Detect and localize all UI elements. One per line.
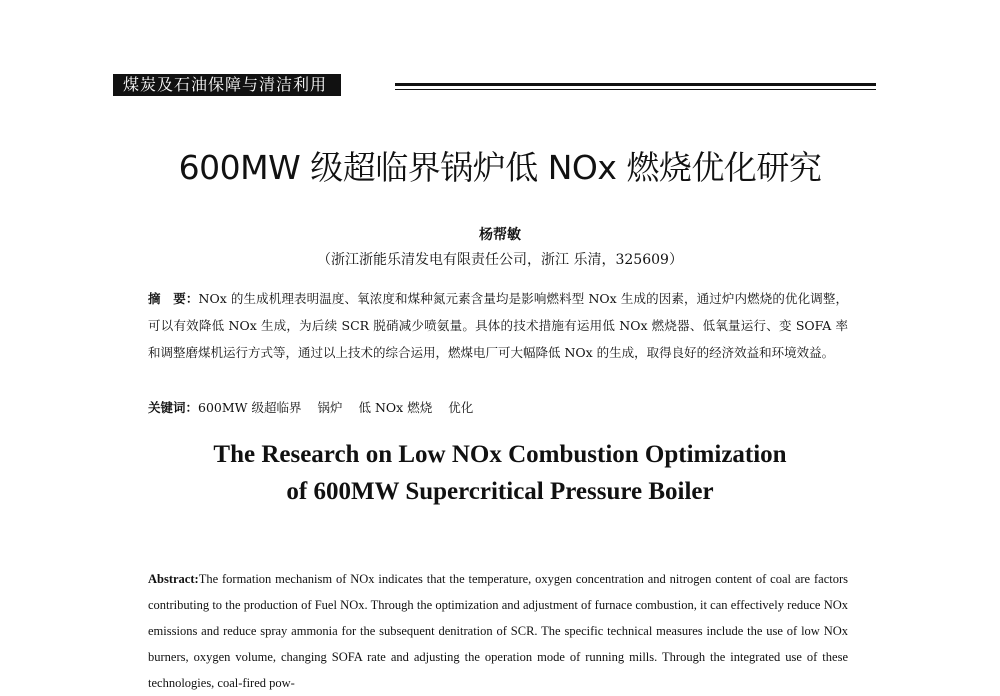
keywords-cn bbox=[148, 394, 848, 421]
abstract-cn-label: 摘 要： bbox=[148, 291, 199, 306]
paper-title-en-line1: The Research on Low NOx Combustion Optimization bbox=[213, 441, 787, 468]
abstract-en-label: Abstract: bbox=[148, 572, 199, 586]
keyword: 600MW 级超临界 bbox=[198, 400, 302, 415]
abstract-cn bbox=[148, 285, 848, 366]
header-rule-thick bbox=[395, 83, 876, 86]
header-rule-thin bbox=[395, 89, 876, 90]
abstract-cn-text: NOx 的生成机理表明温度、氧浓度和煤种氮元素含量均是影响燃料型 NOx 生成的因素，通过炉内燃烧的优化调整，可以有效降低 NOx 生成，为后续 SCR 脱硝减少喷氨量。具体的技术措施有运用低 NOx 燃烧器、低氧量运行、变 SOFA 率和调整磨煤机运行方式等，通过以上技术的综合运用，燃煤电厂可大幅降低 NOx 的生成，取得良好的经济效益和环境效益。 bbox=[148, 291, 848, 360]
paper-title-en-line2: of 600MW Supercritical Pressure Boiler bbox=[286, 478, 714, 505]
abstract-en-text: The formation mechanism of NOx indicates that the temperature, oxygen concentration and nitrogen content of coal are factors contributing to the production of Fuel NOx. Through the optimization and adjustment of furnace combustion, it can effectively reduce NOx emissions and reduce spray ammonia for the subsequent denitration of SCR. The specific technical measures include the use of low NOx burners, oxygen volume, changing SOFA rate and adjusting the operation mode of running mills. Through the integrated use of these technologies, coal-fired pow- bbox=[148, 572, 848, 690]
section-label: 煤炭及石油保障与清洁利用 bbox=[113, 74, 341, 96]
section-header bbox=[113, 74, 876, 96]
paper-title-cn: 600MW 级超临界锅炉低 NOx 燃烧优化研究 bbox=[178, 148, 822, 187]
abstract-en bbox=[148, 566, 848, 696]
keywords-cn-label: 关键词： bbox=[148, 400, 199, 415]
keyword: 优化 bbox=[448, 400, 474, 415]
keyword: 锅炉 bbox=[317, 400, 343, 415]
paper-title-en bbox=[0, 436, 1000, 510]
keyword: 低 NOx 燃烧 bbox=[358, 400, 433, 415]
author-affiliation: （浙江浙能乐清发电有限责任公司，浙江 乐清，325609） bbox=[317, 252, 683, 268]
author-name: 杨帮敏 bbox=[479, 227, 521, 243]
